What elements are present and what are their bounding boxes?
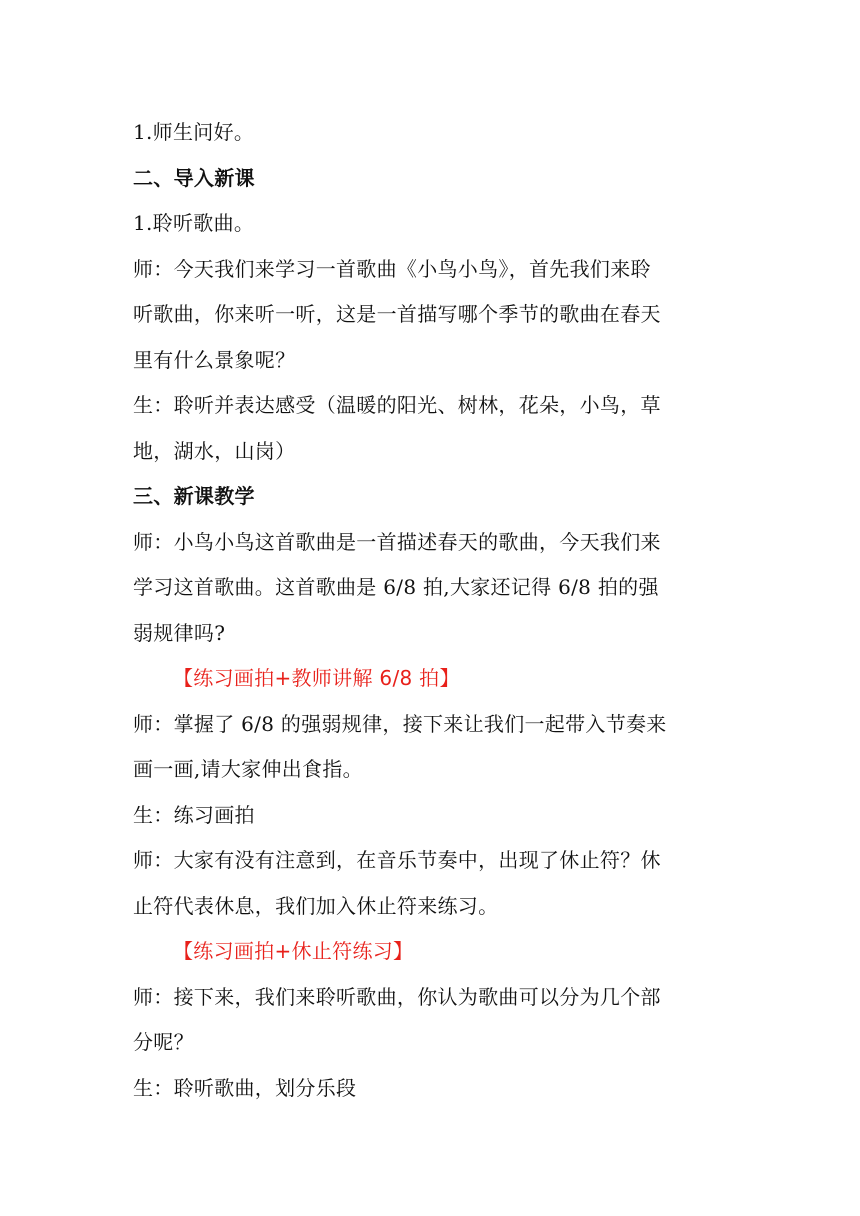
teacher-line: 师：接下来，我们来聆听歌曲，你认为歌曲可以分为几个部 [133,984,661,1009]
section-heading-intro: 二、导入新课 [133,165,255,190]
greeting-line: 1.师生问好。 [133,120,255,144]
teacher-line: 师：大家有没有注意到，在音乐节奏中，出现了休止符？休 [133,848,661,872]
student-line: 生：聆听歌曲，划分乐段 [133,1075,357,1100]
teacher-line: 师：今天我们来学习一首歌曲《小鸟小鸟》，首先我们来聆 [133,256,651,281]
teacher-line-cont: 止符代表休息，我们加入休止符来练习。 [133,893,499,918]
student-line: 生：练习画拍 [133,802,255,827]
teacher-line: 师：小鸟小鸟这首歌曲是一首描述春天的歌曲，今天我们来 [133,529,661,554]
teacher-line-cont: 画一画,请大家伸出食指。 [133,757,363,781]
activity-note-beat: 【练习画拍+教师讲解 6/8 拍】 [173,666,460,690]
document-body [133,110,733,1111]
step-listen-line: 1.聆听歌曲。 [133,211,255,235]
teacher-line-cont: 听歌曲，你来听一听，这是一首描写哪个季节的歌曲在春天 [133,302,661,326]
teacher-line-cont: 学习这首歌曲。这首歌曲是 6/8 拍,大家还记得 6/8 拍的强 [133,575,659,599]
student-line-cont: 地，湖水，山岗） [133,438,296,463]
teacher-line-cont: 里有什么景象呢？ [133,347,296,372]
activity-note-rest: 【练习画拍+休止符练习】 [173,939,414,963]
teacher-line-cont: 分呢？ [133,1030,194,1054]
section-heading-new-lesson: 三、新课教学 [133,484,255,508]
teacher-line: 师：掌握了 6/8 的强弱规律，接下来让我们一起带入节奏来 [133,711,667,736]
teacher-line-cont: 弱规律吗? [133,620,226,645]
student-line: 生：聆听并表达感受（温暖的阳光、树林，花朵，小鸟，草 [133,393,661,417]
